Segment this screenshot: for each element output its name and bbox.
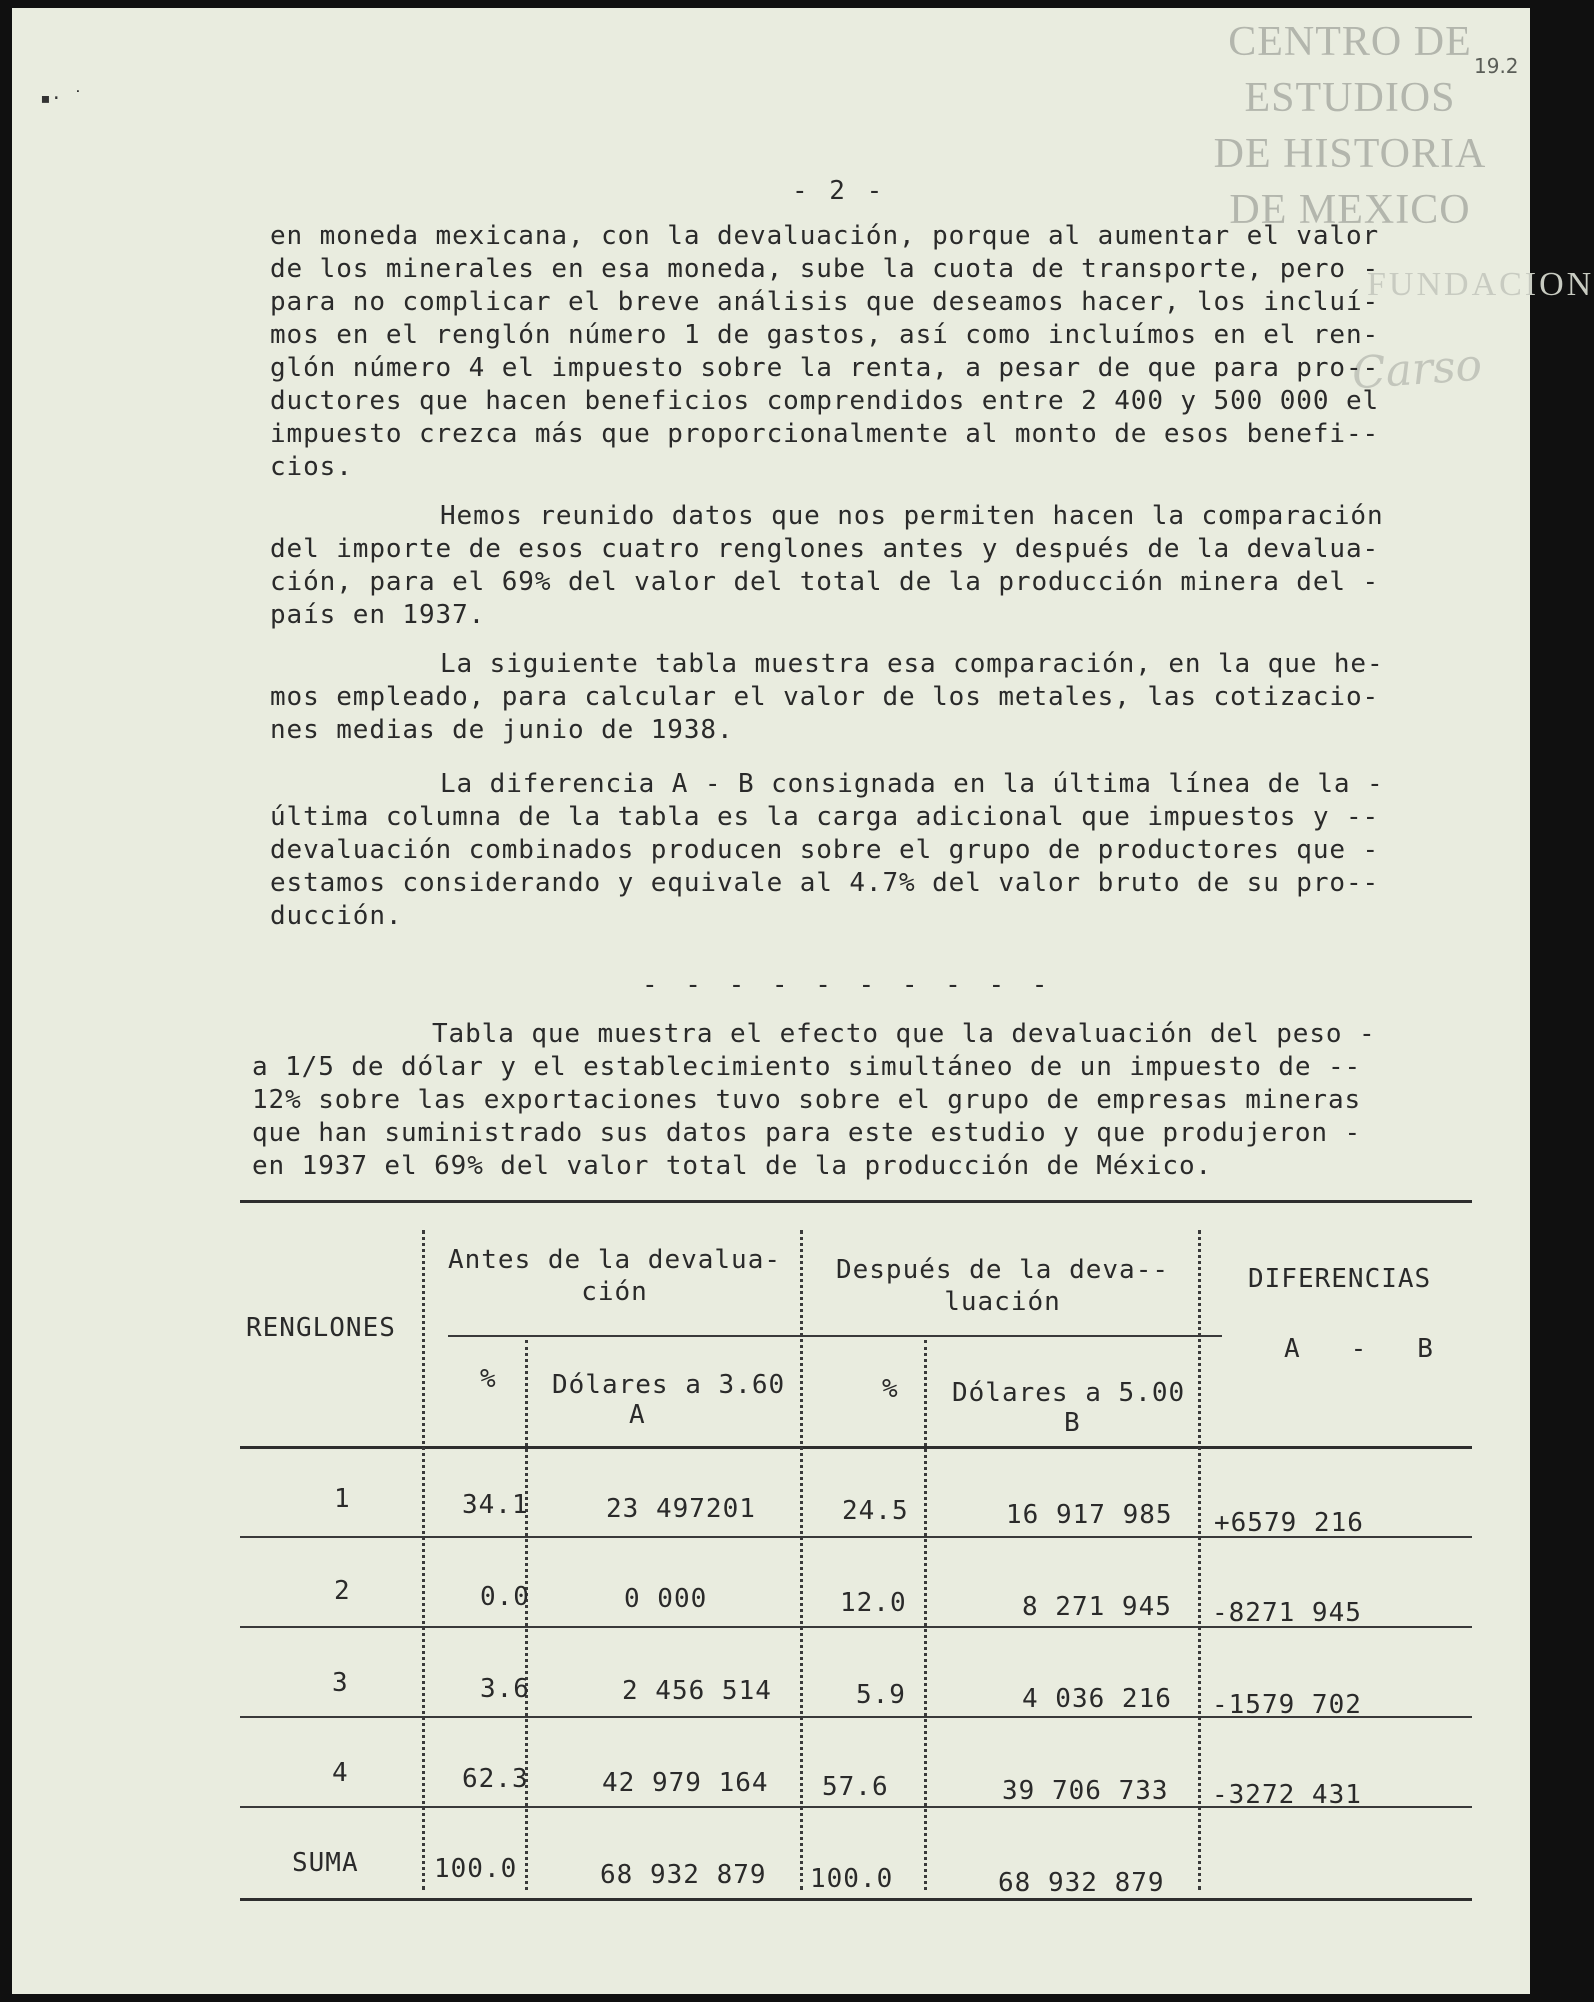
- paragraph-3: La siguiente tabla muestra esa comparación, en la que he- mos empleado, para calcular el valor de los metales, las cotizacio- nes medias de junio de 1938.: [270, 649, 1384, 745]
- cell-pct-a: 3.6: [480, 1674, 530, 1704]
- cell-diff: -3272 431: [1212, 1780, 1362, 1810]
- ink-specks-icon: ▪· ˙: [40, 88, 84, 109]
- cell-pct-b: 12.0: [840, 1588, 907, 1618]
- cell-renglon: 4: [332, 1758, 349, 1788]
- cell-pct-b: 5.9: [856, 1680, 906, 1710]
- header-col-b: B: [1064, 1408, 1081, 1438]
- column-separator: [525, 1340, 528, 1890]
- header-dolares-b: Dólares a 5.00: [952, 1378, 1186, 1408]
- watermark-fundacion: FUNDACION: [1367, 266, 1594, 303]
- cell-usd-a: 42 979 164: [602, 1768, 769, 1798]
- archive-watermark: [1200, 14, 1500, 238]
- handwritten-annotation: 19.2: [1474, 54, 1519, 78]
- cell-renglon: 3: [332, 1668, 349, 1698]
- table-caption: Tabla que muestra el efecto que la devaluación del peso - a 1/5 de dólar y el establecimiento simultáneo de un impuesto de -- 12% sobre las exportaciones tuvo sobre el grupo de empresas mineras que han suministrado sus datos para este estudio y que produjeron - en 1937 el 69% del valor total de la producción de México.: [252, 1019, 1376, 1181]
- header-renglones: RENGLONES: [246, 1313, 396, 1343]
- watermark-line: ESTUDIOS: [1244, 75, 1456, 121]
- column-separator: [422, 1230, 425, 1890]
- cell-usd-a: 0 000: [624, 1584, 708, 1614]
- cell-renglon: SUMA: [292, 1848, 359, 1878]
- cell-diff: +6579 216: [1214, 1508, 1364, 1538]
- header-dolares-a: Dólares a 3.60: [552, 1370, 786, 1400]
- table-bottom-rule: [240, 1898, 1472, 1901]
- page-number: - 2 -: [792, 176, 886, 206]
- document-page: [12, 8, 1594, 1994]
- column-separator: [924, 1340, 927, 1890]
- paragraph-4: La diferencia A - B consignada en la última línea de la - última columna de la tabla es la carga adicional que impuestos y -- devaluación combinados producen sobre el grupo de productores que - estamos considerando y equivale al 4.7% del valor bruto de su pro-- ducción.: [270, 769, 1384, 931]
- header-pct-b: %: [882, 1374, 899, 1404]
- header-despues: Después de la deva-- luación: [835, 1255, 1170, 1317]
- section-separator: - - - - - - - - - -: [642, 970, 1054, 1000]
- column-separator: [1198, 1230, 1201, 1890]
- header-divider: [448, 1335, 1222, 1337]
- cell-usd-a: 23 497201: [606, 1494, 756, 1524]
- cell-diff: -8271 945: [1212, 1598, 1362, 1628]
- cell-diff: -1579 702: [1212, 1690, 1362, 1720]
- cell-usd-b: 4 036 216: [1022, 1684, 1172, 1714]
- watermark-signature: Carso: [1350, 339, 1484, 400]
- header-col-a: A: [629, 1400, 646, 1430]
- cell-pct-b: 100.0: [810, 1864, 894, 1894]
- cell-pct-a: 62.3: [462, 1764, 529, 1794]
- watermark-line: DE MEXICO: [1229, 187, 1471, 233]
- header-antes: Antes de la devalua- ción: [447, 1245, 782, 1307]
- cell-usd-a: 68 932 879: [600, 1860, 767, 1890]
- header-a-minus-b: A - B: [1284, 1334, 1434, 1364]
- cell-usd-b: 68 932 879: [998, 1868, 1165, 1898]
- cell-pct-a: 100.0: [434, 1854, 518, 1884]
- watermark-line: DE HISTORIA: [1213, 131, 1487, 177]
- cell-pct-b: 57.6: [822, 1772, 889, 1802]
- header-diferencias: DIFERENCIAS: [1248, 1264, 1432, 1294]
- table-top-rule: [240, 1200, 1472, 1203]
- cell-pct-b: 24.5: [842, 1496, 909, 1526]
- paragraph-1: en moneda mexicana, con la devaluación, porque al aumentar el valor de los minerales en esa moneda, sube la cuota de transporte, pero - para no complicar el breve análisis que deseamos hacer, los incluí- mos en el renglón número 1 de gastos, así como incluímos en el ren- glón número 4 el impuesto sobre la renta, a pesar de que para pro-- ductores que hacen beneficios comprendidos entre 2 400 y 500 000 el impuesto crezca más que proporcionalmente al monto de esos benefi-- cios.: [270, 221, 1380, 482]
- cell-renglon: 2: [334, 1576, 351, 1606]
- paragraph-2: Hemos reunido datos que nos permiten hacen la comparación del importe de esos cuatro renglones antes y después de la devalua- ción, para el 69% del valor del total de la producción minera del - país en 1937.: [270, 501, 1384, 630]
- cell-usd-b: 16 917 985: [1006, 1500, 1173, 1530]
- cell-renglon: 1: [334, 1484, 351, 1514]
- cell-usd-b: 8 271 945: [1022, 1592, 1172, 1622]
- cell-pct-a: 0.0: [480, 1582, 530, 1612]
- cell-pct-a: 34.1: [462, 1490, 529, 1520]
- cell-usd-a: 2 456 514: [622, 1676, 772, 1706]
- watermark-line: CENTRO DE: [1228, 19, 1472, 65]
- column-separator: [800, 1230, 803, 1890]
- header-pct-a: %: [480, 1364, 497, 1394]
- cell-usd-b: 39 706 733: [1002, 1776, 1169, 1806]
